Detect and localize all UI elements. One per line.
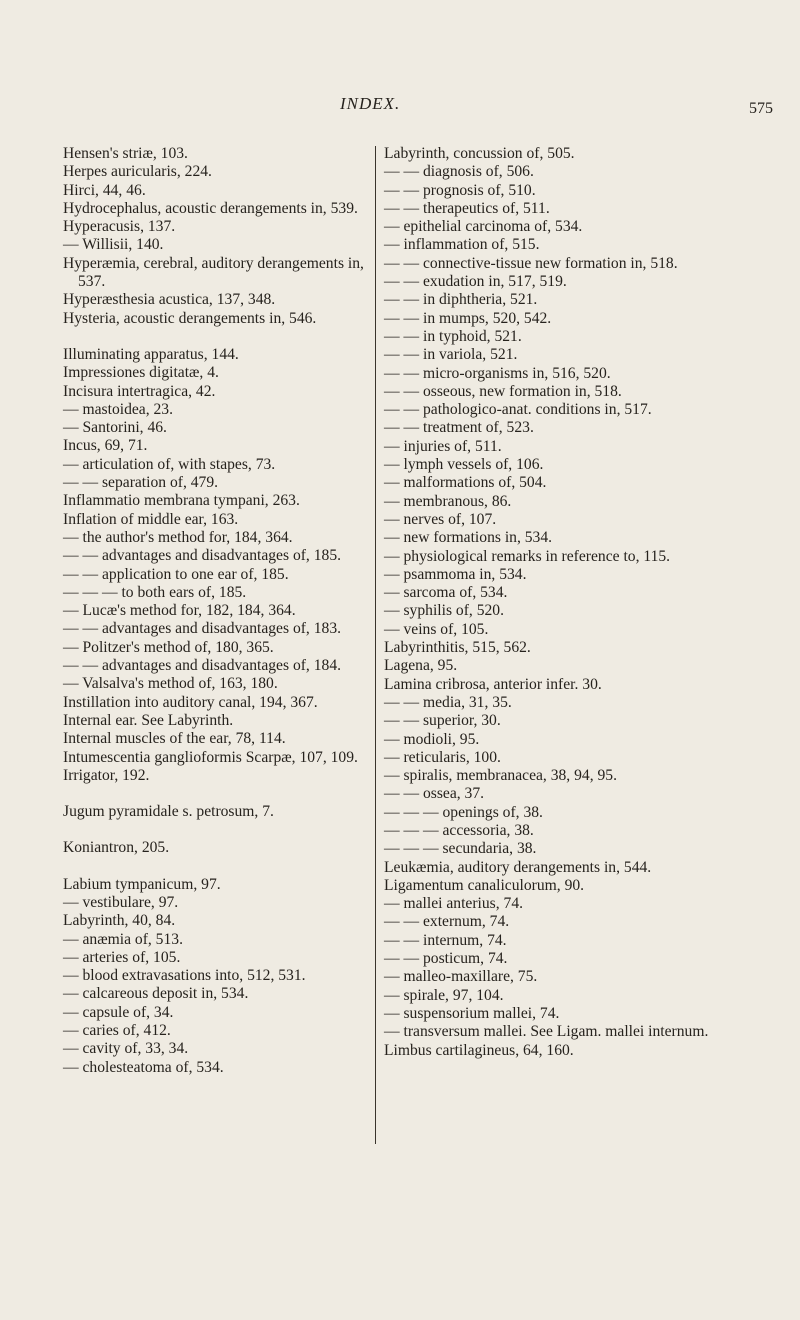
index-entry: Instillation into auditory canal, 194, 367. (63, 693, 318, 711)
index-entry: — — advantages and disadvantages of, 185. (63, 547, 342, 565)
index-entry: Inflation of middle ear, 163. (63, 510, 239, 528)
index-entry: — calcareous deposit in, 534. (63, 985, 249, 1003)
index-entry: — transversum mallei. See Ligam. mallei internum. (384, 1023, 709, 1041)
index-entry: — — in variola, 521. (384, 346, 518, 364)
index-entry: Koniantron, 205. (63, 839, 170, 857)
index-entry: — suspensorium mallei, 74. (384, 1004, 560, 1022)
index-entry: — capsule of, 34. (63, 1003, 174, 1021)
index-entry: — — internum, 74. (384, 931, 507, 949)
index-entry: — malformations of, 504. (384, 474, 547, 492)
index-entry: — sarcoma of, 534. (384, 584, 508, 602)
index-entry: — Willisii, 140. (63, 236, 164, 254)
index-entry: — the author's method for, 184, 364. (63, 528, 293, 546)
section-gap (63, 785, 369, 803)
index-entry: — — connective-tissue new formation in, 518. (384, 254, 678, 272)
index-entry: — reticularis, 100. (384, 748, 501, 766)
index-entry: — vestibulare, 97. (63, 893, 179, 911)
index-entry: — — — openings of, 38. (384, 803, 543, 821)
index-entry: — nerves of, 107. (384, 510, 497, 528)
index-entry: — articulation of, with stapes, 73. (63, 455, 276, 473)
index-entry: Intumescentia ganglioformis Scarpæ, 107, 109. (63, 748, 358, 766)
index-entry: Inflammatio membrana tympani, 263. (63, 492, 300, 510)
index-entry: Labyrinth, 40, 84. (63, 912, 176, 930)
index-entry: — Valsalva's method of, 163, 180. (63, 675, 278, 693)
index-entry: — — ossea, 37. (384, 785, 485, 803)
index-entry: — veins of, 105. (384, 620, 489, 638)
section-gap (63, 858, 369, 876)
index-entry: — — pathologico-anat. conditions in, 517. (384, 401, 652, 419)
section-gap (63, 328, 369, 346)
index-entry: — — micro-organisms in, 516, 520. (384, 364, 611, 382)
index-entry: — new formations in, 534. (384, 529, 553, 547)
index-entry: Limbus cartilagineus, 64, 160. (384, 1041, 574, 1059)
index-entry: Hyperæsthesia acustica, 137, 348. (63, 291, 276, 309)
index-entry: — — — accessoria, 38. (384, 821, 534, 839)
page-number: 575 (749, 100, 773, 117)
index-entry: — mastoidea, 23. (63, 400, 174, 418)
index-entry: Lagena, 95. (384, 657, 458, 675)
index-entry: — injuries of, 511. (384, 437, 502, 455)
index-entry: Internal muscles of the ear, 78, 114. (63, 730, 286, 748)
index-column-right (384, 145, 710, 1060)
index-entry: — malleo-maxillare, 75. (384, 968, 538, 986)
index-entry: Hensen's striæ, 103. (63, 145, 188, 162)
index-entry: — — exudation in, 517, 519. (384, 273, 567, 291)
index-entry: — — — to both ears of, 185. (63, 583, 247, 601)
index-entry: — Politzer's method of, 180, 365. (63, 638, 274, 656)
index-entry: — epithelial carcinoma of, 534. (384, 218, 583, 236)
index-entry: Labyrinth, concussion of, 505. (384, 145, 575, 162)
index-entry: Internal ear. See Labyrinth. (63, 711, 234, 729)
index-entry: Hysteria, acoustic derangements in, 546. (63, 309, 317, 327)
index-entry: — inflammation of, 515. (384, 236, 540, 254)
index-entry: Irrigator, 192. (63, 766, 150, 784)
index-entry: Incisura intertragica, 42. (63, 382, 216, 400)
index-entry: — cavity of, 33, 34. (63, 1040, 189, 1058)
index-entry: — syphilis of, 520. (384, 602, 504, 620)
index-entry: — psammoma in, 534. (384, 565, 527, 583)
index-entry: — arteries of, 105. (63, 948, 181, 966)
index-column-left (63, 145, 369, 1077)
index-entry: Illuminating apparatus, 144. (63, 345, 239, 363)
page-title: INDEX. (340, 94, 401, 113)
index-entry: — blood extravasations into, 512, 531. (63, 967, 306, 985)
index-entry: Ligamentum canaliculorum, 90. (384, 876, 585, 894)
index-entry: — — — secundaria, 38. (384, 840, 537, 858)
index-entry: — — advantages and disadvantages of, 183. (63, 620, 342, 638)
index-entry: — anæmia of, 513. (63, 930, 183, 948)
index-entry: — Santorini, 46. (63, 419, 167, 437)
index-entry: — — superior, 30. (384, 712, 501, 730)
index-entry: — — application to one ear of, 185. (63, 565, 289, 583)
index-entry: — modioli, 95. (384, 730, 480, 748)
index-entry: Hyperacusis, 137. (63, 218, 176, 236)
index-entry: Leukæmia, auditory derangements in, 544. (384, 858, 652, 876)
index-entry: — — therapeutics of, 511. (384, 199, 550, 217)
index-entry: — membranous, 86. (384, 492, 512, 510)
index-entry: — Lucæ's method for, 182, 184, 364. (63, 602, 296, 620)
index-entry: Hydrocephalus, acoustic derangements in, 539. (63, 199, 358, 217)
index-entry: — cholesteatoma of, 534. (63, 1058, 224, 1076)
index-entry: Labyrinthitis, 515, 562. (384, 639, 531, 657)
index-entry: Herpes auricularis, 224. (63, 163, 212, 181)
index-entry: Lamina cribrosa, anterior infer. 30. (384, 675, 602, 693)
index-entry: Impressiones digitatæ, 4. (63, 364, 219, 382)
index-entry: Hyperæmia, cerebral, auditory derangements in, 537. (63, 254, 364, 291)
index-entry: Labium tympanicum, 97. (63, 875, 221, 893)
index-entry: — — osseous, new formation in, 518. (384, 382, 622, 400)
index-entry: — spirale, 97, 104. (384, 986, 504, 1004)
index-entry: — — in mumps, 520, 542. (384, 309, 552, 327)
index-entry: Jugum pyramidale s. petrosum, 7. (63, 803, 274, 821)
index-entry: — caries of, 412. (63, 1022, 171, 1040)
index-entry: — physiological remarks in reference to, 115. (384, 547, 671, 565)
index-entry: — — in typhoid, 521. (384, 327, 522, 345)
index-entry: — lymph vessels of, 106. (384, 456, 544, 474)
index-entry: — — in diphtheria, 521. (384, 291, 538, 309)
index-entry: — — treatment of, 523. (384, 419, 534, 437)
index-entry: — spiralis, membranacea, 38, 94, 95. (384, 767, 617, 785)
index-entry: Hirci, 44, 46. (63, 181, 146, 199)
index-entry: — mallei anterius, 74. (384, 895, 524, 913)
index-entry: — — posticum, 74. (384, 950, 508, 968)
index-entry: — — advantages and disadvantages of, 184. (63, 657, 342, 675)
index-entry: — — diagnosis of, 506. (384, 163, 534, 181)
index-entry: Incus, 69, 71. (63, 437, 148, 455)
index-entry: — — externum, 74. (384, 913, 510, 931)
section-gap (63, 821, 369, 839)
index-entry: — — media, 31, 35. (384, 693, 512, 711)
column-divider (375, 146, 376, 1144)
index-entry: — — separation of, 479. (63, 474, 219, 492)
index-entry: — — prognosis of, 510. (384, 181, 536, 199)
